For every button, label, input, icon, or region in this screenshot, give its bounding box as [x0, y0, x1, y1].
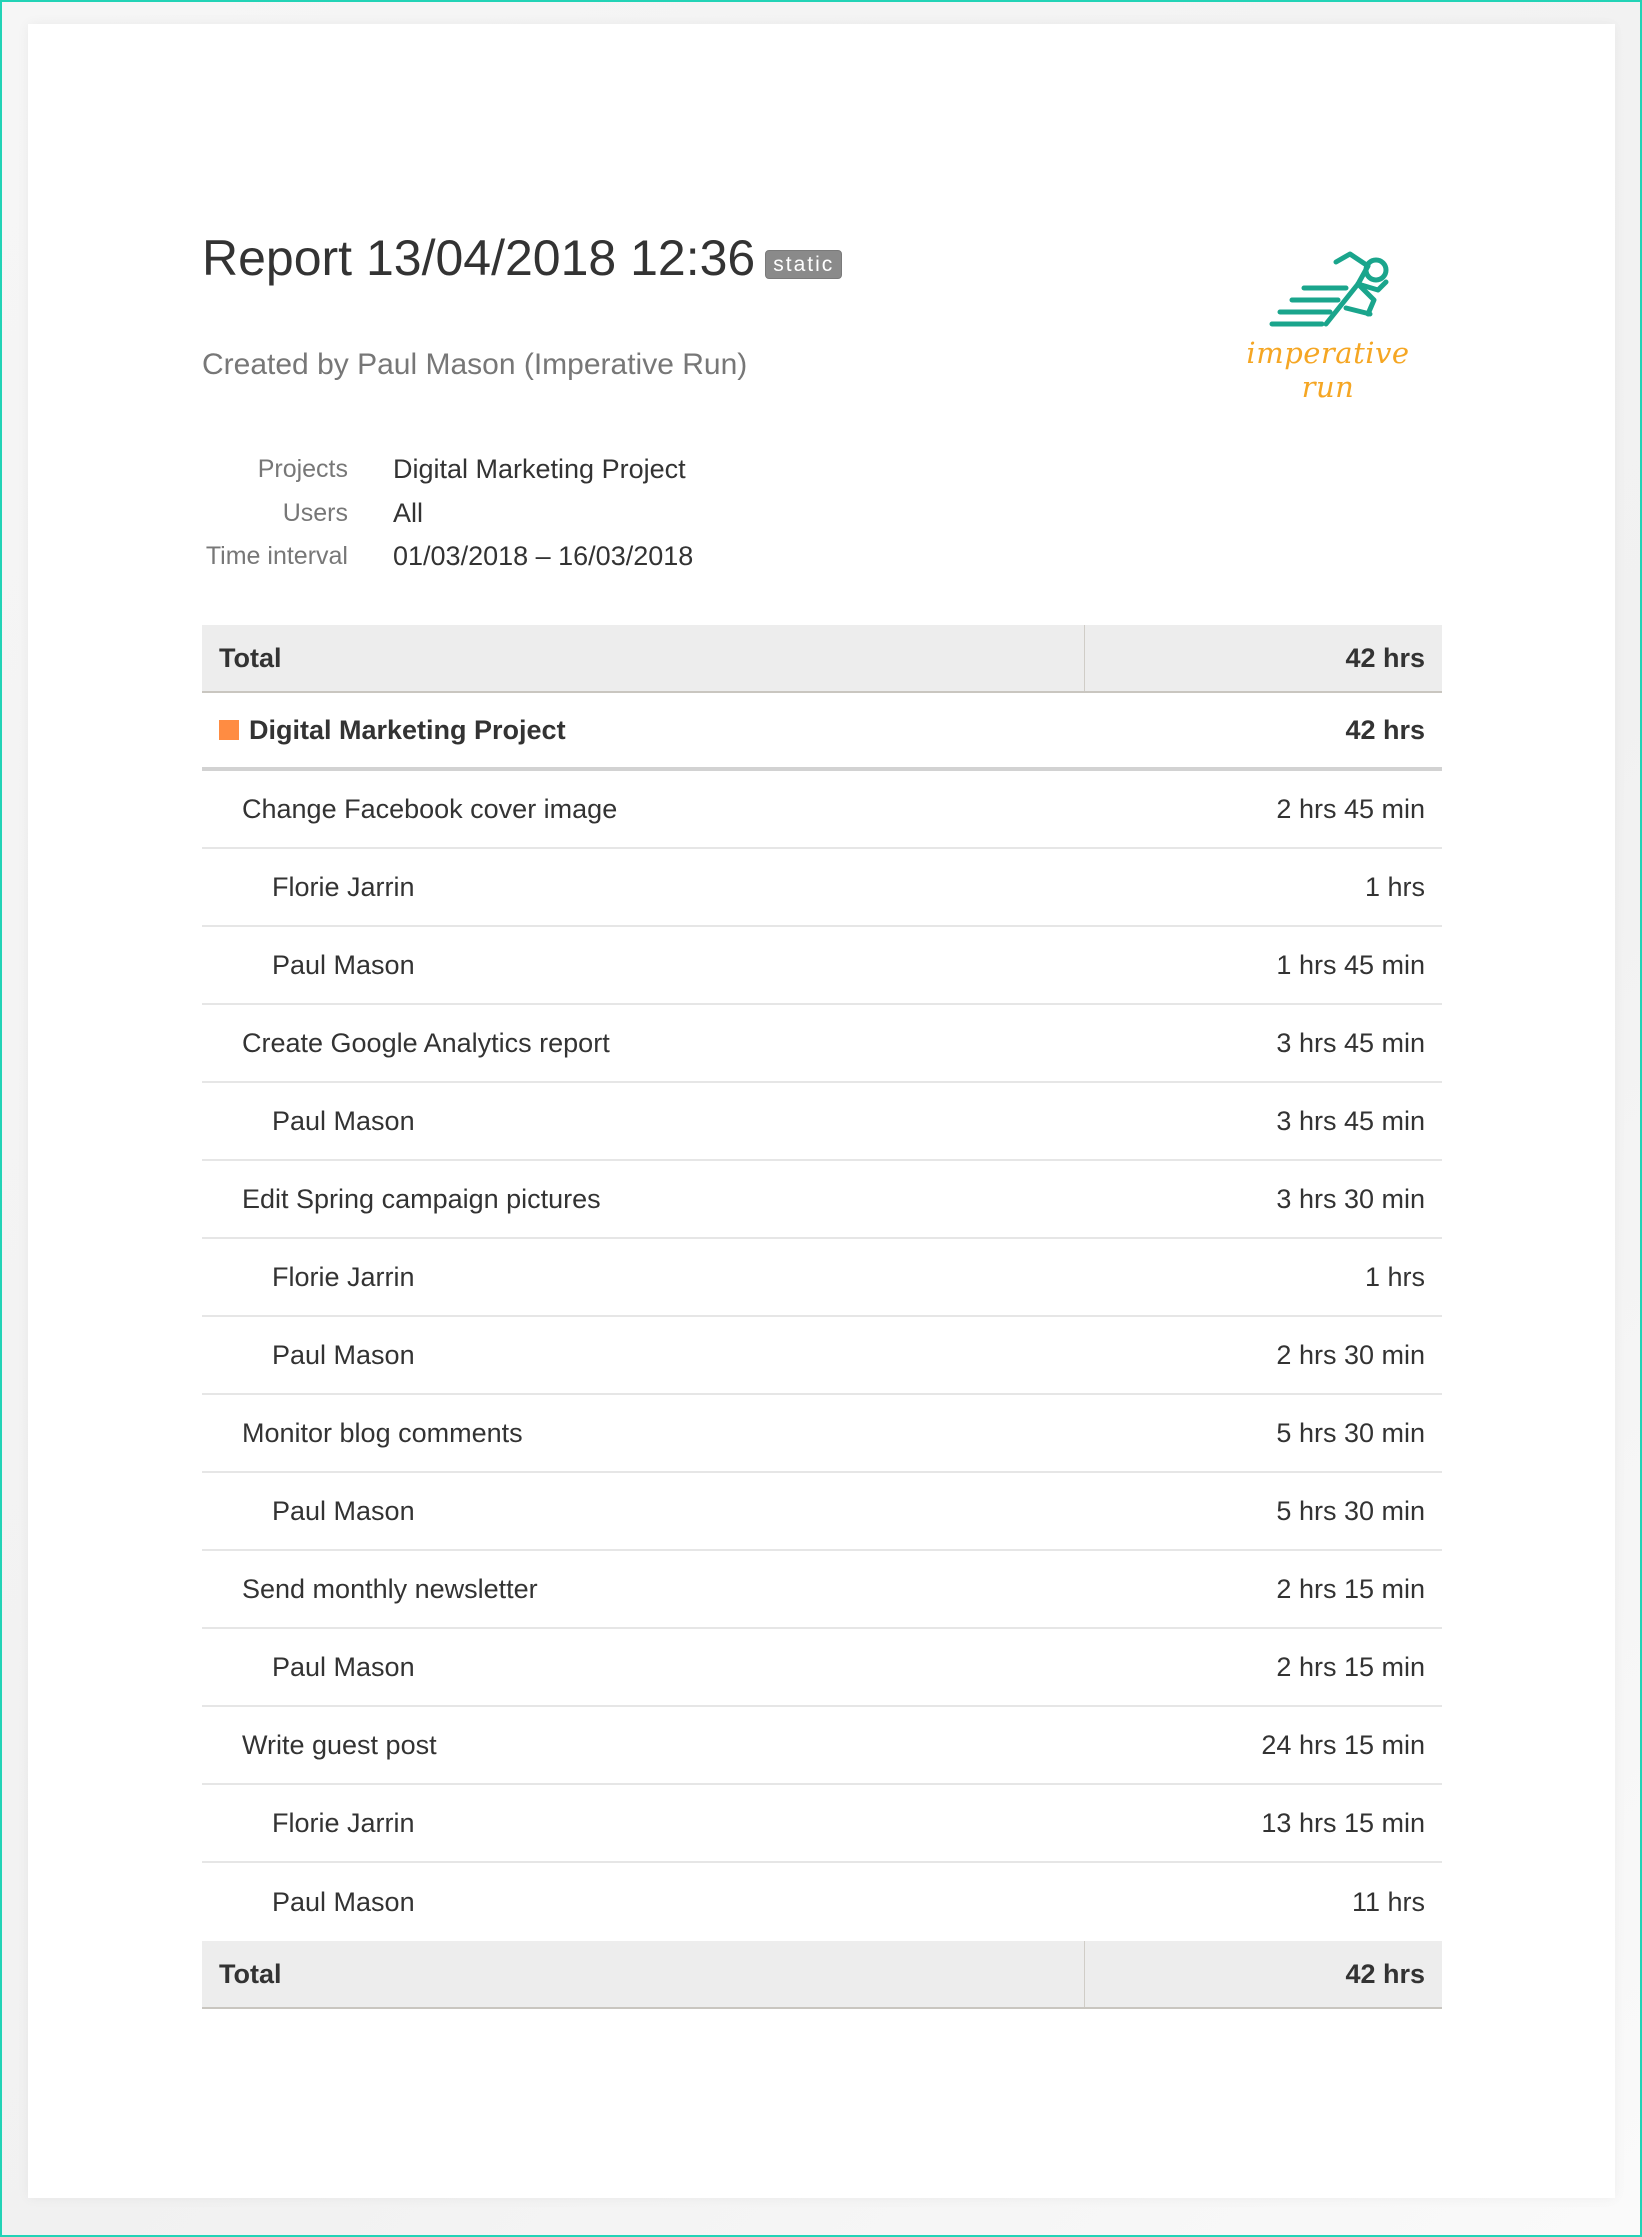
total-row-top [202, 625, 1442, 693]
task-row[interactable] [202, 1707, 1442, 1785]
task-row[interactable] [202, 1005, 1442, 1083]
total-label: Total [202, 1941, 1085, 2007]
row-name: Florie Jarrin [272, 871, 415, 902]
user-row[interactable] [202, 1317, 1442, 1395]
meta-label: Time interval [205, 542, 348, 571]
row-name: Paul Mason [272, 1495, 415, 1526]
user-row[interactable] [202, 1629, 1442, 1707]
task-row[interactable] [202, 1161, 1442, 1239]
row-duration: 3 hrs 45 min [1276, 1027, 1425, 1058]
row-duration: 2 hrs 15 min [1276, 1573, 1425, 1604]
row-name: Paul Mason [272, 949, 415, 980]
meta-users [150, 492, 693, 536]
row-name: Florie Jarrin [272, 1261, 415, 1292]
task-row[interactable] [202, 1395, 1442, 1473]
meta-label: Projects [257, 455, 348, 484]
static-badge: static [765, 250, 842, 279]
row-name: Create Google Analytics report [242, 1027, 610, 1058]
row-duration: 2 hrs 45 min [1276, 793, 1425, 824]
report-meta [150, 448, 693, 579]
row-duration: 2 hrs 15 min [1276, 1651, 1425, 1682]
user-row[interactable] [202, 927, 1442, 1005]
meta-value: All [393, 497, 424, 528]
meta-label: Users [282, 498, 348, 527]
row-name: Paul Mason [272, 1651, 415, 1682]
user-row[interactable] [202, 849, 1442, 927]
row-duration: 3 hrs 30 min [1276, 1183, 1425, 1214]
runner-icon [1218, 248, 1438, 338]
row-name: Change Facebook cover image [242, 793, 618, 824]
created-by: Created by Paul Mason (Imperative Run) [202, 348, 748, 381]
project-duration: 42 hrs [1345, 714, 1425, 745]
row-duration: 2 hrs 30 min [1276, 1339, 1425, 1370]
total-label: Total [202, 625, 1085, 691]
row-name: Paul Mason [272, 1105, 415, 1136]
project-color-swatch [219, 720, 239, 740]
logo-text: imperative run [1246, 336, 1410, 404]
row-duration: 5 hrs 30 min [1276, 1495, 1425, 1526]
row-name: Paul Mason [272, 1886, 415, 1917]
total-row-bottom [202, 1941, 1442, 2009]
row-duration: 24 hrs 15 min [1261, 1729, 1425, 1760]
row-name: Florie Jarrin [272, 1807, 415, 1838]
task-row[interactable] [202, 1551, 1442, 1629]
user-row[interactable] [202, 1785, 1442, 1863]
row-name: Edit Spring campaign pictures [242, 1183, 601, 1214]
meta-value: 01/03/2018 – 16/03/2018 [393, 541, 694, 572]
user-row[interactable] [202, 1083, 1442, 1161]
company-logo [1218, 248, 1438, 404]
task-row[interactable] [202, 771, 1442, 849]
row-duration: 13 hrs 15 min [1261, 1807, 1425, 1838]
row-name: Paul Mason [272, 1339, 415, 1370]
total-duration: 42 hrs [1345, 642, 1425, 673]
row-duration: 3 hrs 45 min [1276, 1105, 1425, 1136]
user-row[interactable] [202, 1863, 1442, 1941]
row-duration: 1 hrs [1364, 1261, 1425, 1292]
project-name: Digital Marketing Project [249, 714, 566, 745]
meta-value: Digital Marketing Project [393, 454, 686, 485]
row-name: Send monthly newsletter [242, 1573, 538, 1604]
report-title [202, 228, 842, 288]
meta-time-interval [150, 535, 693, 579]
time-report-table [202, 625, 1442, 2009]
meta-projects [150, 448, 693, 492]
row-duration: 1 hrs [1364, 871, 1425, 902]
report-title-text: Report 13/04/2018 12:36 [202, 230, 756, 286]
row-duration: 1 hrs 45 min [1276, 949, 1425, 980]
project-row[interactable] [202, 693, 1442, 771]
row-duration: 11 hrs [1351, 1886, 1425, 1917]
user-row[interactable] [202, 1473, 1442, 1551]
total-duration: 42 hrs [1345, 1958, 1425, 1989]
project-name-cell [202, 715, 1345, 746]
user-row[interactable] [202, 1239, 1442, 1317]
row-name: Monitor blog comments [242, 1417, 523, 1448]
row-name: Write guest post [242, 1729, 437, 1760]
row-duration: 5 hrs 30 min [1276, 1417, 1425, 1448]
